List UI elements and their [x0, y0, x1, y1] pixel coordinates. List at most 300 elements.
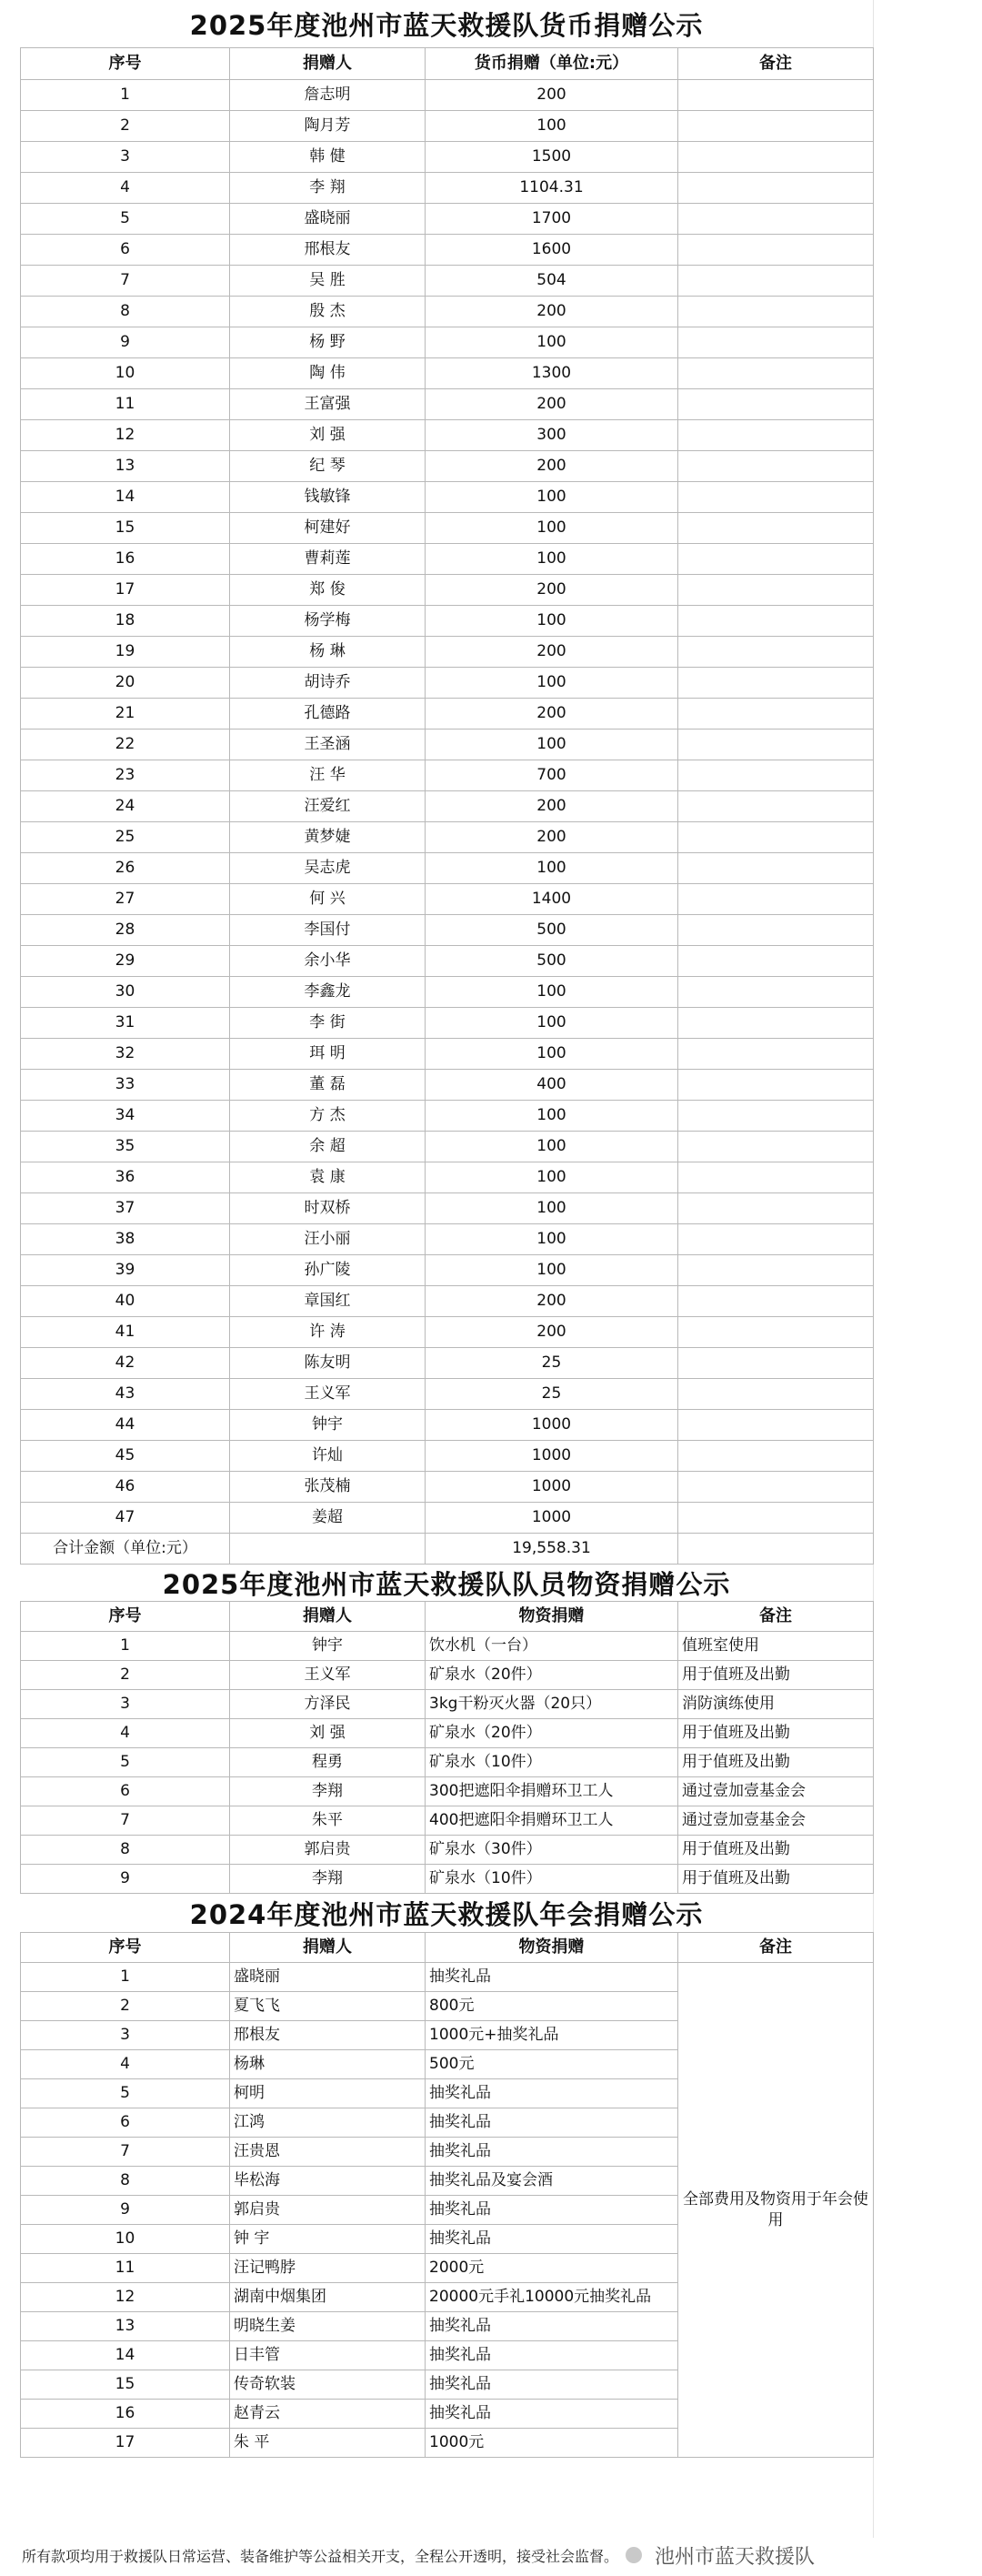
table-row: [21, 235, 874, 266]
row-amount: 100: [426, 1101, 678, 1132]
row-donor: 杨琳: [230, 2050, 426, 2079]
watermark-account-name: 池州市蓝天救援队: [655, 2545, 816, 2569]
table-row: [21, 606, 874, 637]
row-remark: [678, 730, 874, 760]
row-material: 抽奖礼品及宴会酒: [426, 2167, 678, 2196]
row-donor: 湖南中烟集团: [230, 2283, 426, 2312]
row-amount: 200: [426, 575, 678, 606]
row-amount: 200: [426, 822, 678, 853]
row-donor: 许 涛: [230, 1317, 426, 1348]
row-material: 抽奖礼品: [426, 2079, 678, 2108]
row-amount: 200: [426, 1317, 678, 1348]
row-amount: 1000: [426, 1410, 678, 1441]
row-index: 3: [21, 1690, 230, 1719]
row-remark: [678, 1472, 874, 1503]
row-amount: 1600: [426, 235, 678, 266]
row-donor: 方 杰: [230, 1101, 426, 1132]
row-remark: [678, 1441, 874, 1472]
row-remark: [678, 297, 874, 327]
row-donor: 陶月芳: [230, 111, 426, 142]
row-amount: 100: [426, 1162, 678, 1193]
row-amount: 100: [426, 1224, 678, 1255]
row-remark: [678, 760, 874, 791]
row-remark: [678, 1162, 874, 1193]
row-material: 抽奖礼品: [426, 1963, 678, 1992]
row-remark: 消防演练使用: [678, 1690, 874, 1719]
row-index: 13: [21, 451, 230, 482]
table-row: [21, 451, 874, 482]
row-donor: 黄梦婕: [230, 822, 426, 853]
row-donor: 时双桥: [230, 1193, 426, 1224]
row-index: 37: [21, 1193, 230, 1224]
row-index: 14: [21, 482, 230, 513]
row-index: 29: [21, 946, 230, 977]
row-amount: 1300: [426, 358, 678, 389]
table-row: [21, 1632, 874, 1661]
row-amount: 100: [426, 977, 678, 1008]
row-index: 30: [21, 977, 230, 1008]
row-material: 2000元: [426, 2254, 678, 2283]
col-header-donor: 捐赠人: [230, 48, 426, 80]
col-header-donor: 捐赠人: [230, 1602, 426, 1632]
table-row: [21, 420, 874, 451]
row-index: 8: [21, 297, 230, 327]
row-index: 43: [21, 1379, 230, 1410]
spreadsheet-gridline-extension: [873, 0, 982, 2538]
row-remark: [678, 513, 874, 544]
row-donor: 李 街: [230, 1008, 426, 1039]
row-remark: [678, 1503, 874, 1534]
member-material-rows: [21, 1632, 874, 1894]
row-remark: [678, 544, 874, 575]
row-index: 4: [21, 2050, 230, 2079]
row-index: 17: [21, 575, 230, 606]
table-row: [21, 1070, 874, 1101]
row-remark: [678, 1070, 874, 1101]
row-index: 1: [21, 1963, 230, 1992]
row-donor: 程勇: [230, 1748, 426, 1777]
row-amount: 100: [426, 1039, 678, 1070]
row-remark: [678, 915, 874, 946]
row-material: 抽奖礼品: [426, 2108, 678, 2138]
row-remark: 用于值班及出勤: [678, 1865, 874, 1894]
row-donor: 汪记鸭脖: [230, 2254, 426, 2283]
row-amount: 1000: [426, 1503, 678, 1534]
total-remark-cell: [678, 1534, 874, 1565]
row-index: 6: [21, 1777, 230, 1806]
row-donor: 李国付: [230, 915, 426, 946]
row-donor: 汪贵恩: [230, 2138, 426, 2167]
table-row: [21, 513, 874, 544]
row-remark: [678, 977, 874, 1008]
row-amount: 200: [426, 791, 678, 822]
row-remark: [678, 1193, 874, 1224]
total-empty-cell: [230, 1534, 426, 1565]
row-remark: [678, 1379, 874, 1410]
row-material: 抽奖礼品: [426, 2196, 678, 2225]
row-index: 11: [21, 2254, 230, 2283]
row-donor: 李翔: [230, 1865, 426, 1894]
row-index: 1: [21, 1632, 230, 1661]
col-header-material: 物资捐赠: [426, 1933, 678, 1963]
row-amount: 700: [426, 760, 678, 791]
col-header-remark: 备注: [678, 48, 874, 80]
row-amount: 100: [426, 853, 678, 884]
row-material: 矿泉水（10件）: [426, 1748, 678, 1777]
row-donor: 邢根友: [230, 2021, 426, 2050]
table-row: [21, 884, 874, 915]
row-donor: 袁 康: [230, 1162, 426, 1193]
row-index: 27: [21, 884, 230, 915]
row-material: 500元: [426, 2050, 678, 2079]
row-index: 28: [21, 915, 230, 946]
table-row: [21, 1836, 874, 1865]
row-remark: 通过壹加壹基金会: [678, 1777, 874, 1806]
row-donor: 李翔: [230, 1777, 426, 1806]
col-header-material: 物资捐赠: [426, 1602, 678, 1632]
row-donor: 盛晓丽: [230, 1963, 426, 1992]
row-index: 33: [21, 1070, 230, 1101]
row-donor: 江鸿: [230, 2108, 426, 2138]
row-amount: 200: [426, 451, 678, 482]
footer: [22, 2541, 967, 2569]
row-index: 6: [21, 2108, 230, 2138]
row-remark: [678, 606, 874, 637]
row-donor: 郑 俊: [230, 575, 426, 606]
section1-title: 2025年度池州市蓝天救援队货币捐赠公示: [189, 9, 704, 41]
row-donor: 邢根友: [230, 235, 426, 266]
table-row: [21, 1661, 874, 1690]
row-amount: 100: [426, 111, 678, 142]
row-index: 15: [21, 2370, 230, 2400]
row-amount: 200: [426, 1286, 678, 1317]
table-row: [21, 1132, 874, 1162]
row-index: 22: [21, 730, 230, 760]
row-material: 1000元: [426, 2429, 678, 2458]
row-amount: 500: [426, 915, 678, 946]
row-material: 矿泉水（30件）: [426, 1836, 678, 1865]
row-index: 32: [21, 1039, 230, 1070]
row-remark: [678, 884, 874, 915]
spreadsheet-sheet: [20, 0, 873, 2458]
row-donor: 董 磊: [230, 1070, 426, 1101]
row-remark: [678, 1008, 874, 1039]
col-header-index: 序号: [21, 1933, 230, 1963]
table-row: [21, 791, 874, 822]
row-material: 抽奖礼品: [426, 2400, 678, 2429]
row-donor: 赵青云: [230, 2400, 426, 2429]
table-row: [21, 1348, 874, 1379]
row-index: 5: [21, 2079, 230, 2108]
row-remark: 值班室使用: [678, 1632, 874, 1661]
row-donor: 汪 华: [230, 760, 426, 791]
row-donor: 李 翔: [230, 173, 426, 204]
table-row: [21, 1317, 874, 1348]
row-material: 抽奖礼品: [426, 2370, 678, 2400]
row-amount: 25: [426, 1379, 678, 1410]
row-amount: 100: [426, 1008, 678, 1039]
row-donor: 汪爱红: [230, 791, 426, 822]
table-row: [21, 1193, 874, 1224]
row-index: 8: [21, 2167, 230, 2196]
row-amount: 1500: [426, 142, 678, 173]
row-amount: 200: [426, 699, 678, 730]
row-donor: 郭启贵: [230, 1836, 426, 1865]
row-amount: 1400: [426, 884, 678, 915]
row-index: 36: [21, 1162, 230, 1193]
table-row: [21, 1865, 874, 1894]
row-donor: 方泽民: [230, 1690, 426, 1719]
row-amount: 100: [426, 1193, 678, 1224]
table-row: [21, 1719, 874, 1748]
row-index: 3: [21, 2021, 230, 2050]
row-amount: 1104.31: [426, 173, 678, 204]
row-material: 3kg干粉灭火器（20只）: [426, 1690, 678, 1719]
row-amount: 100: [426, 668, 678, 699]
table-row: [21, 389, 874, 420]
row-index: 10: [21, 358, 230, 389]
row-index: 5: [21, 1748, 230, 1777]
row-amount: 200: [426, 637, 678, 668]
row-donor: 孔德路: [230, 699, 426, 730]
row-remark: [678, 822, 874, 853]
table-row: [21, 1806, 874, 1836]
total-value: 19,558.31: [426, 1534, 678, 1565]
row-donor: 吴 胜: [230, 266, 426, 297]
row-index: 45: [21, 1441, 230, 1472]
member-material-table: [20, 1601, 874, 1894]
row-remark: [678, 1410, 874, 1441]
row-remark: [678, 1317, 874, 1348]
row-index: 7: [21, 266, 230, 297]
row-material: 抽奖礼品: [426, 2312, 678, 2341]
row-index: 26: [21, 853, 230, 884]
row-material: 抽奖礼品: [426, 2138, 678, 2167]
row-index: 31: [21, 1008, 230, 1039]
table-row: [21, 1286, 874, 1317]
col-header-remark: 备注: [678, 1933, 874, 1963]
row-remark: [678, 389, 874, 420]
table-row: [21, 1441, 874, 1472]
row-donor: 胡诗乔: [230, 668, 426, 699]
row-material: 300把遮阳伞捐赠环卫工人: [426, 1777, 678, 1806]
row-amount: 1000: [426, 1472, 678, 1503]
row-remark: [678, 699, 874, 730]
row-donor: 杨 野: [230, 327, 426, 358]
row-index: 5: [21, 204, 230, 235]
row-amount: 200: [426, 80, 678, 111]
row-donor: 韩 健: [230, 142, 426, 173]
row-donor: 柯建好: [230, 513, 426, 544]
row-donor: 汪小丽: [230, 1224, 426, 1255]
row-index: 38: [21, 1224, 230, 1255]
row-index: 16: [21, 544, 230, 575]
row-donor: 日丰管: [230, 2341, 426, 2370]
row-donor: 李鑫龙: [230, 977, 426, 1008]
table-row: [21, 204, 874, 235]
row-index: 9: [21, 327, 230, 358]
row-remark: [678, 420, 874, 451]
merged-remark-note: 全部费用及物资用于年会使用: [678, 1963, 874, 2458]
row-remark: [678, 575, 874, 606]
cash-donation-rows: [21, 80, 874, 1534]
row-donor: 珥 明: [230, 1039, 426, 1070]
row-donor: 郭启贵: [230, 2196, 426, 2225]
row-donor: 何 兴: [230, 884, 426, 915]
row-amount: 100: [426, 327, 678, 358]
table-row: [21, 977, 874, 1008]
row-remark: [678, 1255, 874, 1286]
row-donor: 王义军: [230, 1661, 426, 1690]
row-donor: 陈友明: [230, 1348, 426, 1379]
row-donor: 钟 宇: [230, 2225, 426, 2254]
row-index: 2: [21, 1661, 230, 1690]
row-remark: [678, 482, 874, 513]
row-index: 17: [21, 2429, 230, 2458]
row-index: 46: [21, 1472, 230, 1503]
row-index: 16: [21, 2400, 230, 2429]
row-index: 1: [21, 80, 230, 111]
row-amount: 1000: [426, 1441, 678, 1472]
row-donor: 陶 伟: [230, 358, 426, 389]
table-row: [21, 699, 874, 730]
row-remark: [678, 80, 874, 111]
row-donor: 传奇软装: [230, 2370, 426, 2400]
table-row: [21, 1039, 874, 1070]
row-index: 35: [21, 1132, 230, 1162]
table-row: [21, 853, 874, 884]
row-index: 18: [21, 606, 230, 637]
row-material: 400把遮阳伞捐赠环卫工人: [426, 1806, 678, 1836]
row-donor: 吴志虎: [230, 853, 426, 884]
row-remark: [678, 1286, 874, 1317]
row-donor: 柯明: [230, 2079, 426, 2108]
row-remark: 用于值班及出勤: [678, 1719, 874, 1748]
row-index: 13: [21, 2312, 230, 2341]
row-index: 47: [21, 1503, 230, 1534]
row-remark: [678, 235, 874, 266]
row-amount: 1700: [426, 204, 678, 235]
table-row: [21, 327, 874, 358]
row-index: 23: [21, 760, 230, 791]
row-donor: 毕松海: [230, 2167, 426, 2196]
row-donor: 刘 强: [230, 1719, 426, 1748]
row-material: 矿泉水（10件）: [426, 1865, 678, 1894]
row-donor: 钟宇: [230, 1632, 426, 1661]
row-donor: 许灿: [230, 1441, 426, 1472]
table-row: [21, 1690, 874, 1719]
row-donor: 钟宇: [230, 1410, 426, 1441]
row-amount: 100: [426, 1255, 678, 1286]
row-amount: 100: [426, 544, 678, 575]
table-row: [21, 482, 874, 513]
row-donor: 孙广陵: [230, 1255, 426, 1286]
total-label: 合计金额（单位:元）: [21, 1534, 230, 1565]
row-amount: 100: [426, 1132, 678, 1162]
row-remark: [678, 451, 874, 482]
table-row: [21, 1503, 874, 1534]
table-row: [21, 1008, 874, 1039]
table-row: [21, 575, 874, 606]
row-index: 4: [21, 1719, 230, 1748]
table-row: [21, 1101, 874, 1132]
row-amount: 100: [426, 606, 678, 637]
row-donor: 曹莉莲: [230, 544, 426, 575]
row-donor: 朱平: [230, 1806, 426, 1836]
table-row: [21, 544, 874, 575]
row-remark: [678, 791, 874, 822]
row-material: 矿泉水（20件）: [426, 1661, 678, 1690]
col-header-cash-amount: 货币捐赠（单位:元）: [426, 48, 678, 80]
table-row: [21, 1224, 874, 1255]
table-row: [21, 946, 874, 977]
row-amount: 100: [426, 730, 678, 760]
row-material: 抽奖礼品: [426, 2225, 678, 2254]
section3-title: 2024年度池州市蓝天救援队年会捐赠公示: [189, 1898, 704, 1930]
table-row: [21, 1255, 874, 1286]
row-material: 抽奖礼品: [426, 2341, 678, 2370]
table-row: [21, 915, 874, 946]
row-donor: 盛晓丽: [230, 204, 426, 235]
row-remark: 用于值班及出勤: [678, 1836, 874, 1865]
table-row: [21, 1777, 874, 1806]
row-index: 12: [21, 420, 230, 451]
row-index: 10: [21, 2225, 230, 2254]
row-remark: [678, 1132, 874, 1162]
table-row: [21, 1472, 874, 1503]
wechat-account-icon: [626, 2547, 642, 2563]
table-row: [21, 1963, 874, 1992]
row-remark: [678, 1348, 874, 1379]
col-header-donor: 捐赠人: [230, 1933, 426, 1963]
col-header-index: 序号: [21, 1602, 230, 1632]
row-donor: 詹志明: [230, 80, 426, 111]
table-row: [21, 111, 874, 142]
table-row: [21, 297, 874, 327]
row-remark: [678, 204, 874, 235]
annual-meeting-table: [20, 1932, 874, 2458]
row-index: 41: [21, 1317, 230, 1348]
row-index: 3: [21, 142, 230, 173]
section2-title: 2025年度池州市蓝天救援队队员物资捐赠公示: [162, 1568, 731, 1600]
row-donor: 杨学梅: [230, 606, 426, 637]
table-row: [21, 173, 874, 204]
row-index: 12: [21, 2283, 230, 2312]
row-remark: [678, 327, 874, 358]
row-donor: 钱敏锋: [230, 482, 426, 513]
cash-donation-table: [20, 47, 874, 1565]
row-amount: 100: [426, 513, 678, 544]
row-donor: 刘 强: [230, 420, 426, 451]
table-row: [21, 637, 874, 668]
row-index: 14: [21, 2341, 230, 2370]
row-remark: [678, 1224, 874, 1255]
row-donor: 杨 琳: [230, 637, 426, 668]
table-row: [21, 266, 874, 297]
row-donor: 余小华: [230, 946, 426, 977]
row-remark: [678, 173, 874, 204]
row-remark: 通过壹加壹基金会: [678, 1806, 874, 1836]
row-amount: 300: [426, 420, 678, 451]
row-material: 1000元+抽奖礼品: [426, 2021, 678, 2050]
row-amount: 504: [426, 266, 678, 297]
row-index: 39: [21, 1255, 230, 1286]
row-donor: 王义军: [230, 1379, 426, 1410]
footer-note: 所有款项均用于救援队日常运营、装备维护等公益相关开支，全程公开透明，接受社会监督。: [22, 2547, 619, 2565]
row-remark: [678, 142, 874, 173]
row-remark: [678, 1039, 874, 1070]
row-amount: 25: [426, 1348, 678, 1379]
